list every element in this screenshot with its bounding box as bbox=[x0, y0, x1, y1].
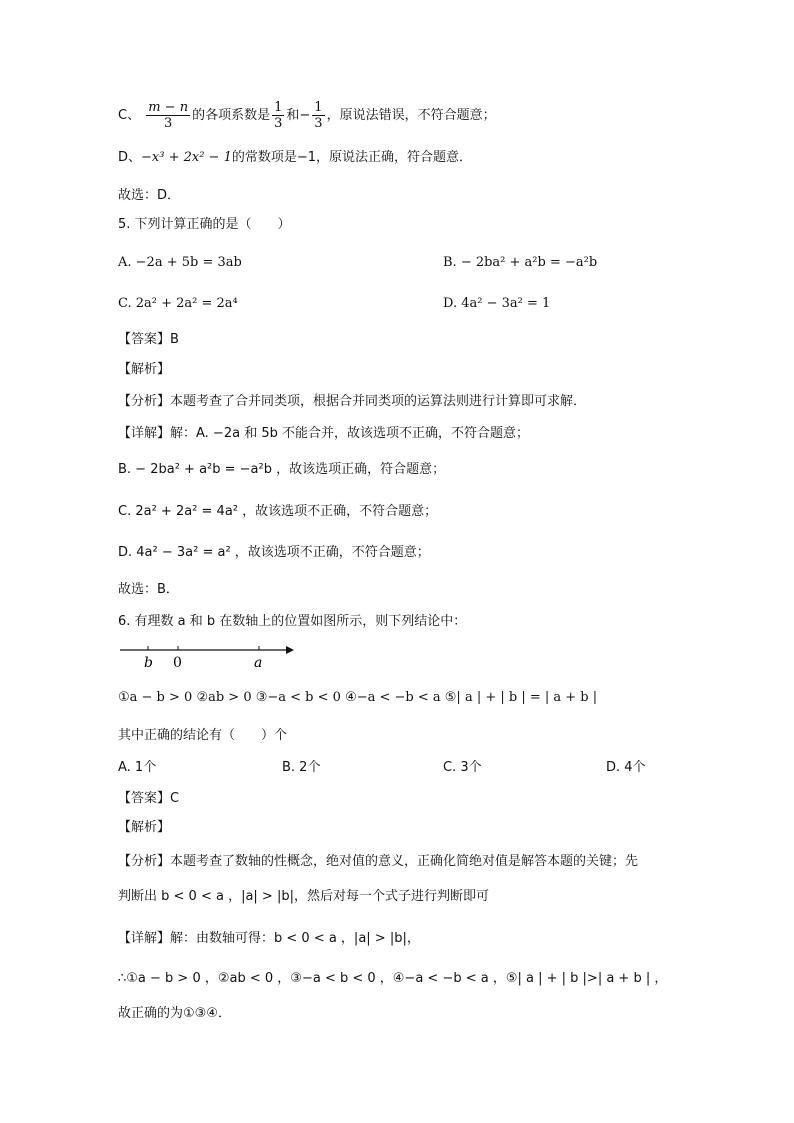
statements-text: ①a − b > 0 ②ab > 0 ③−a < b < 0 ④−a < −b < a ⑤| a | + | b | = | a + b | bbox=[118, 690, 598, 705]
q6-option-d: D. 4个 bbox=[606, 760, 646, 775]
math-expression: −x³ + 2x² − 1 bbox=[141, 150, 232, 165]
axis-label-0: 0 bbox=[173, 655, 182, 671]
text: 的常数项是−1，原说法正确，符合题意． bbox=[231, 150, 473, 165]
xiangjie-6-final: 故正确的为①③④． bbox=[118, 1006, 231, 1021]
xiangjie-5-a: 【详解】解：A. −2a 和 5b 不能合并，故该选项不正确，不符合题意； bbox=[118, 426, 529, 441]
text: ，原说法错误，不符合题意； bbox=[326, 108, 496, 123]
option-text: C. 2a² + 2a² = 2a⁴ bbox=[118, 296, 238, 311]
q5-option-b bbox=[443, 253, 597, 273]
answer-6: 【答案】C bbox=[118, 791, 180, 806]
analysis-heading-5: 【解析】 bbox=[118, 362, 171, 377]
fenxi-6-cont: 判断出 b < 0 < a ，|a| > |b|，然后对每一个式子进行判断即可 bbox=[118, 889, 489, 904]
q6-option-c: C. 3个 bbox=[443, 760, 482, 775]
fraction-m-minus-n-over-3 bbox=[146, 100, 190, 131]
q6-option-a: A. 1个 bbox=[118, 760, 157, 775]
question-6: 6. 有理数 a 和 b 在数轴上的位置如图所示，则下列结论中： bbox=[118, 614, 467, 629]
answer-choice-line: 故选：D． bbox=[118, 188, 181, 203]
q6-statements bbox=[118, 688, 597, 708]
option-c-explanation bbox=[118, 100, 496, 131]
answer-5: 【答案】B bbox=[118, 332, 179, 347]
q6-option-b: B. 2个 bbox=[282, 760, 321, 775]
xiangjie-5-c: C. 2a² + 2a² = 4a² ，故该选项不正确，不符合题意； bbox=[118, 504, 438, 519]
option-d-explanation bbox=[118, 148, 472, 168]
option-text: A. −2a + 5b = 3ab bbox=[118, 255, 242, 270]
q6-prompt: 其中正确的结论有（ ）个 bbox=[118, 728, 288, 743]
fenxi-5: 【分析】本题考查了合并同类项，根据合并同类项的运算法则进行计算即可求解． bbox=[118, 394, 587, 409]
frac-denominator: 3 bbox=[314, 116, 323, 131]
frac-denominator: 3 bbox=[164, 116, 173, 131]
option-text: D. 4a² − 3a² = 1 bbox=[443, 296, 551, 311]
fraction-one-third bbox=[272, 100, 284, 131]
label-d: D、 bbox=[118, 150, 142, 165]
q5-option-a bbox=[118, 253, 242, 273]
fraction-one-third bbox=[312, 100, 324, 131]
xiangjie-6-conclusions: ∴①a − b > 0 ，②ab < 0 ，③−a < b < 0 ，④−a < −b < a ，⑤| a | + | b |>| a + b | ， bbox=[118, 971, 668, 986]
analysis-heading-6: 【解析】 bbox=[118, 820, 171, 835]
option-text: B. − 2ba² + a²b = −a²b bbox=[443, 255, 598, 270]
xiangjie-6: 【详解】解：由数轴可得：b < 0 < a ，|a| > |b|， bbox=[118, 931, 420, 946]
number-line-diagram bbox=[118, 638, 298, 672]
label-c: C、 bbox=[118, 108, 141, 123]
q5-option-c bbox=[118, 294, 238, 314]
axis-arrow bbox=[286, 646, 294, 654]
frac-denominator: 3 bbox=[274, 116, 283, 131]
q5-option-d bbox=[443, 294, 550, 314]
frac-numerator: 1 bbox=[274, 100, 283, 115]
frac-numerator: 1 bbox=[314, 100, 323, 115]
xiangjie-5-b: B. − 2ba² + a²b = −a²b ，故该选项正确，符合题意； bbox=[118, 462, 446, 477]
frac-numerator: m − n bbox=[148, 100, 189, 115]
axis-label-b: b bbox=[144, 655, 153, 671]
answer-choice-5: 故选：B． bbox=[118, 582, 179, 597]
axis-label-a: a bbox=[254, 655, 263, 671]
question-5: 5. 下列计算正确的是（ ） bbox=[118, 217, 291, 232]
xiangjie-5-d: D. 4a² − 3a² = a² ，故该选项不正确，不符合题意； bbox=[118, 545, 430, 560]
text: 的各项系数是 bbox=[192, 108, 271, 123]
text: 和− bbox=[286, 108, 311, 123]
fenxi-6: 【分析】本题考查了数轴的性概念，绝对值的意义，正确化简绝对值是解答本题的关键；先 bbox=[118, 854, 639, 869]
